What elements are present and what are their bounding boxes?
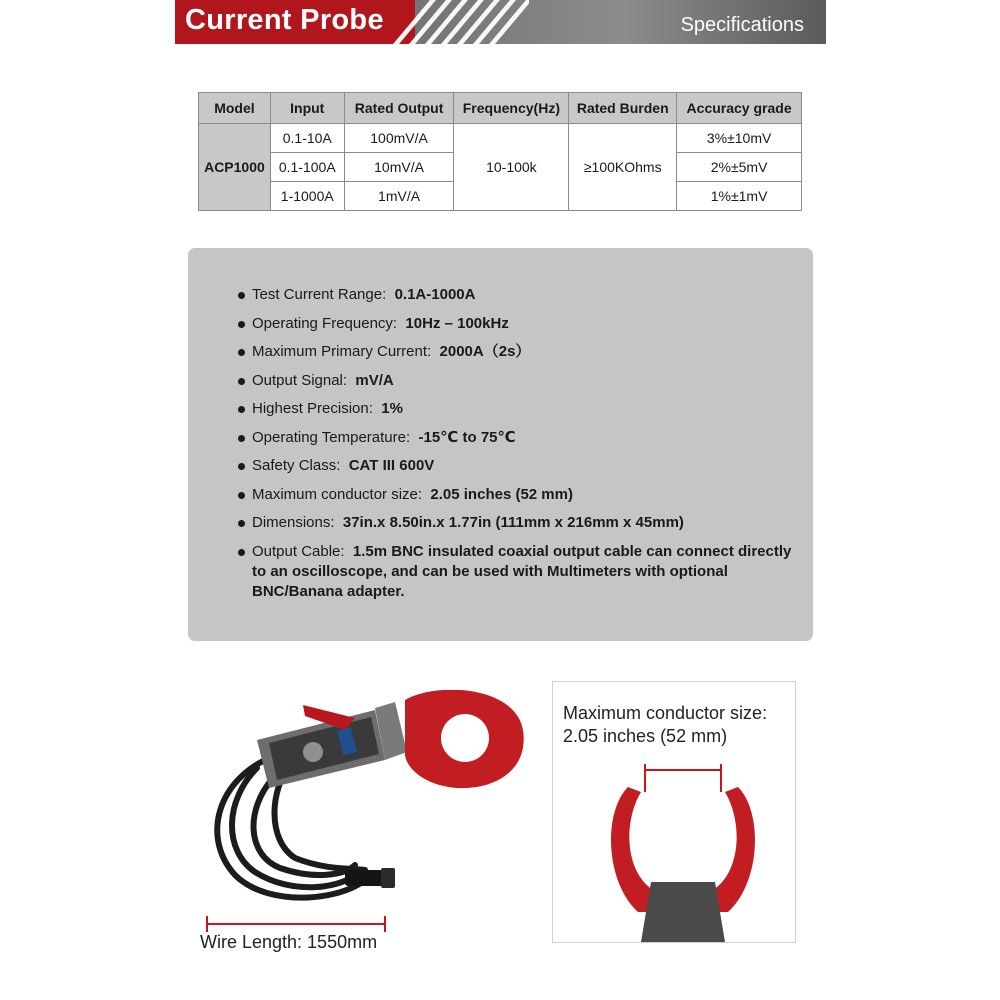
list-item bbox=[238, 513, 798, 533]
page-title: Current Probe bbox=[185, 4, 384, 36]
feature-label: Dimensions: bbox=[252, 514, 335, 531]
list-item bbox=[238, 314, 798, 334]
clamp-jaw-image bbox=[593, 762, 773, 942]
col-header-input: Input bbox=[270, 93, 344, 124]
conductor-label-line2: 2.05 inches (52 mm) bbox=[563, 726, 728, 746]
bullet-icon bbox=[238, 406, 245, 413]
bullet-icon bbox=[238, 292, 245, 299]
output-cell: 100mV/A bbox=[344, 124, 454, 153]
table-header-row bbox=[199, 93, 802, 124]
bullet-icon bbox=[238, 321, 245, 328]
feature-value: CAT III 600V bbox=[348, 457, 435, 474]
input-cell: 0.1-100A bbox=[270, 153, 344, 182]
wire-length-label: Wire Length: 1550mm bbox=[200, 932, 378, 952]
bullet-icon bbox=[238, 435, 245, 442]
feature-value: 1% bbox=[381, 400, 403, 417]
list-item bbox=[238, 485, 798, 505]
frequency-cell: 10-100k bbox=[454, 124, 569, 211]
list-item bbox=[238, 342, 798, 362]
feature-label: Operating Frequency: bbox=[252, 314, 398, 332]
list-item bbox=[238, 456, 798, 476]
feature-label: Operating Temperature: bbox=[252, 428, 411, 446]
list-item bbox=[238, 399, 798, 419]
list-item bbox=[238, 428, 798, 448]
accuracy-cell: 1%±1mV bbox=[677, 182, 802, 211]
dimension-tick-right bbox=[384, 916, 386, 932]
col-header-accuracy: Accuracy grade bbox=[677, 93, 802, 124]
list-item bbox=[238, 371, 798, 391]
col-header-model: Model bbox=[199, 93, 271, 124]
feature-value: 1.5m BNC insulated coaxial output cable can connect directly to an oscilloscope, and can be used with Multimeters with optional BNC/Banana adapter. bbox=[252, 542, 792, 600]
dimension-tick-left bbox=[206, 916, 208, 932]
bullet-icon bbox=[238, 463, 245, 470]
model-cell: ACP1000 bbox=[199, 124, 271, 211]
feature-value: 2000A（2s） bbox=[439, 343, 531, 360]
banner-stripes bbox=[389, 0, 529, 44]
header-banner bbox=[175, 0, 826, 44]
input-cell: 1-1000A bbox=[270, 182, 344, 211]
feature-value: 37in.x 8.50in.x 1.77in (111mm x 216mm x 45mm) bbox=[342, 514, 684, 531]
feature-value: -15℃ to 75℃ bbox=[418, 428, 516, 446]
burden-cell: ≥100KOhms bbox=[569, 124, 677, 211]
bullet-icon bbox=[238, 520, 245, 527]
feature-label: Maximum Primary Current: bbox=[252, 343, 432, 360]
feature-value: 0.1A-1000A bbox=[394, 286, 476, 303]
specifications-table bbox=[198, 92, 802, 211]
conductor-size-label bbox=[563, 702, 767, 748]
feature-label: Safety Class: bbox=[252, 457, 341, 474]
input-cell: 0.1-10A bbox=[270, 124, 344, 153]
output-cell: 10mV/A bbox=[344, 153, 454, 182]
feature-label: Output Cable: bbox=[252, 542, 345, 560]
feature-label: Highest Precision: bbox=[252, 400, 373, 417]
accuracy-cell: 3%±10mV bbox=[677, 124, 802, 153]
col-header-frequency: Frequency(Hz) bbox=[454, 93, 569, 124]
output-cell: 1mV/A bbox=[344, 182, 454, 211]
list-item bbox=[238, 285, 798, 305]
feature-value: mV/A bbox=[355, 371, 394, 389]
conductor-size-panel bbox=[552, 681, 796, 943]
feature-value: 2.05 inches (52 mm) bbox=[430, 485, 573, 503]
current-probe-image bbox=[195, 690, 540, 920]
conductor-label-line1: Maximum conductor size: bbox=[563, 703, 768, 723]
wire-length-dimension-line bbox=[207, 923, 385, 925]
bullet-icon bbox=[238, 378, 245, 385]
bullet-icon bbox=[238, 549, 245, 556]
page-subtitle: Specifications bbox=[680, 14, 804, 36]
bullet-icon bbox=[238, 349, 245, 356]
bullet-icon bbox=[238, 492, 245, 499]
feature-value: 10Hz – 100kHz bbox=[405, 314, 509, 332]
feature-label: Output Signal: bbox=[252, 371, 348, 389]
table-row bbox=[199, 124, 802, 153]
list-item bbox=[238, 542, 798, 602]
col-header-rated-output: Rated Output bbox=[344, 93, 454, 124]
feature-label: Maximum conductor size: bbox=[252, 485, 423, 503]
features-list bbox=[238, 285, 798, 610]
feature-label: Test Current Range: bbox=[252, 286, 387, 303]
col-header-rated-burden: Rated Burden bbox=[569, 93, 677, 124]
accuracy-cell: 2%±5mV bbox=[677, 153, 802, 182]
